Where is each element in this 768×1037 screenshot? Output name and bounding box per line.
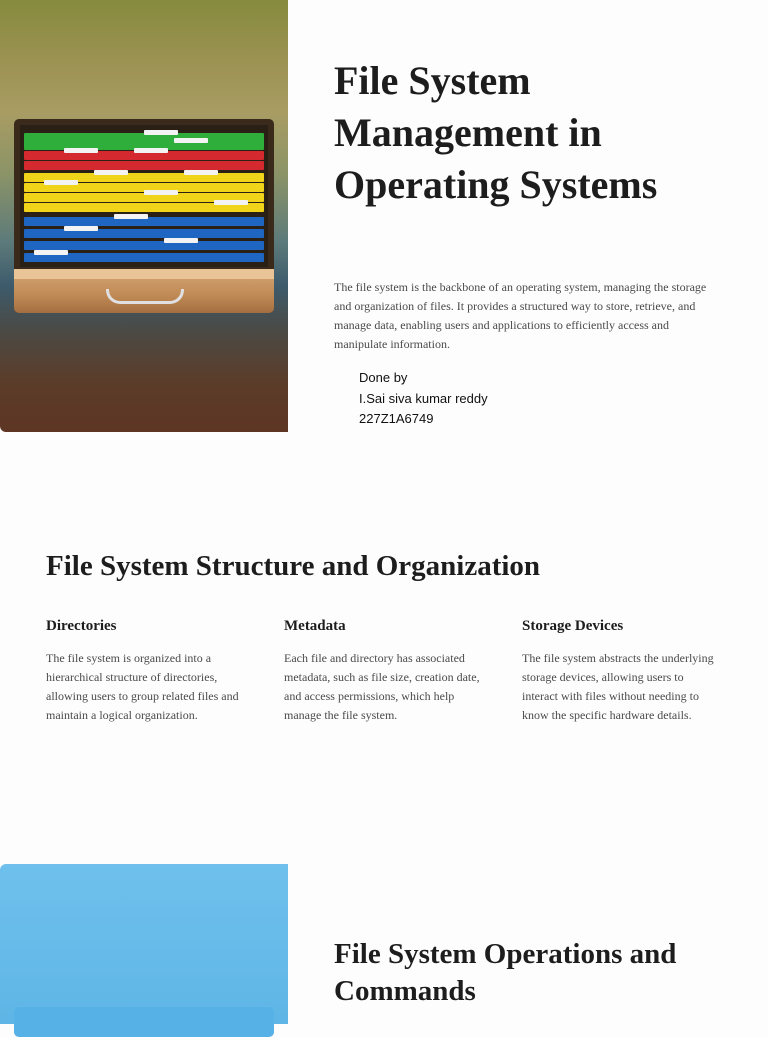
column-text: Each file and directory has associated metadata, such as file size, creation date, and access permissions, which help manage the file system. xyxy=(284,651,480,722)
operations-title: File System Operations and Commands xyxy=(334,938,677,1007)
column-heading: Metadata xyxy=(284,618,346,634)
column-heading: Storage Devices xyxy=(522,618,624,634)
column-directories xyxy=(46,617,246,725)
blue-photo-icon xyxy=(14,1007,274,1037)
author-roll-number: 227Z1A6749 xyxy=(359,411,434,426)
section-title: File System Structure and Organization xyxy=(46,550,541,582)
file-cabinet-drawer-icon xyxy=(14,119,274,313)
blue-photo-image xyxy=(0,864,288,1024)
intro-paragraph: The file system is the backbone of an operating system, managing the storage and organization of files. It provides a structured way to store, retrieve, and manage data, enabling users and applications to efficiently access and manipulate information. xyxy=(334,280,707,351)
file-cabinet-image xyxy=(0,0,288,432)
column-metadata xyxy=(284,617,484,725)
column-text: The file system abstracts the underlying storage devices, allowing users to interact with files without needing to know the specific hardware details. xyxy=(522,651,714,722)
author-done-by: Done by xyxy=(359,370,408,385)
column-heading: Directories xyxy=(46,618,117,634)
author-name: I.Sai siva kumar reddy xyxy=(359,390,488,406)
page-title: File System Management in Operating Systems xyxy=(334,58,658,207)
column-storage-devices xyxy=(522,617,722,725)
column-text: The file system is organized into a hierarchical structure of directories, allowing users to group related files and maintain a logical organization. xyxy=(46,651,239,722)
author-block xyxy=(359,368,488,430)
